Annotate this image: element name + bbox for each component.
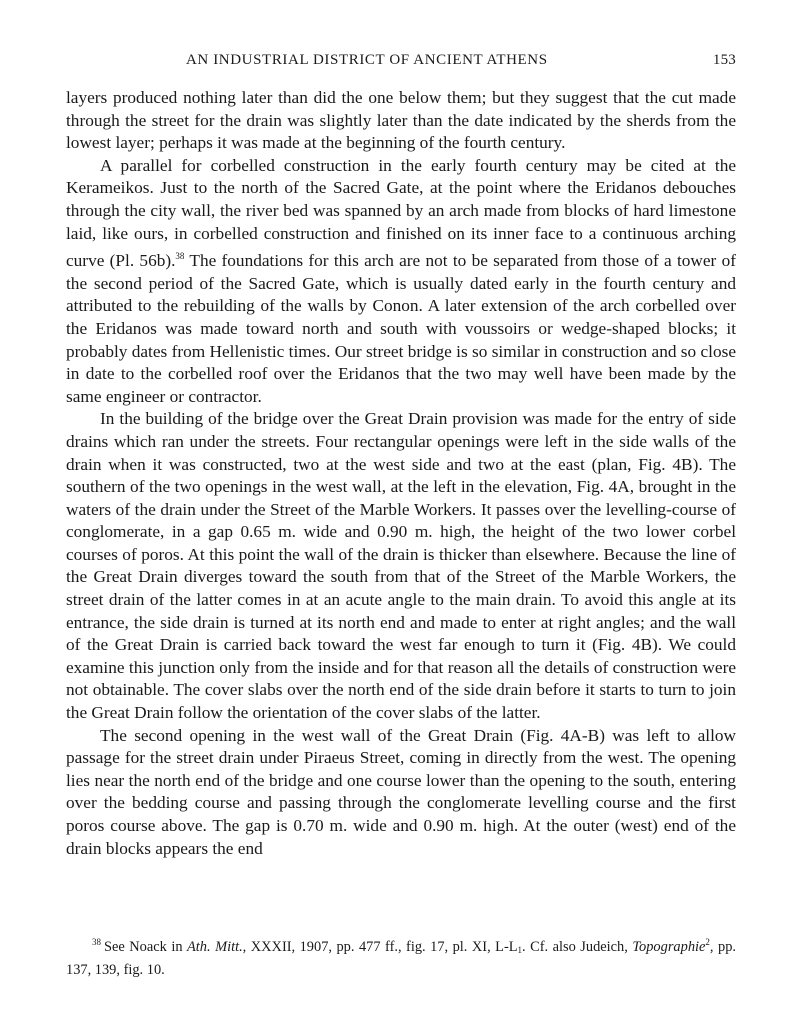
- footnote-text-3: . Cf. also Judeich,: [522, 939, 628, 955]
- footnote-superscript: 2: [705, 937, 710, 947]
- paragraph-kerameikos: [66, 155, 736, 409]
- footnote-reference: 38: [175, 251, 185, 262]
- paragraph-kerameikos-part-1: A parallel for corbelled construction in the early fourth century may be cited at the Kerameikos. Just to the north of the Sacred Gate, at the point where the Eridanos debouches through the city wall, the river bed was spanned by an arch made from blocks of hard limestone laid, like ours, in corbelled construction and finished on its inner face to a continuous arching curve (Pl. 56b).: [66, 155, 736, 271]
- body-text: [66, 87, 736, 860]
- footnote-journal: Ath. Mitt.: [187, 939, 243, 955]
- paragraph-continuation: layers produced nothing later than did the one below them; but they suggest that the cut made through the street for the drain was slightly later than the date indicated by the sherds from the lowest layer; perhaps it was made at the beginning of the fourth century.: [66, 88, 736, 153]
- running-title: AN INDUSTRIAL DISTRICT OF ANCIENT ATHENS: [186, 52, 548, 68]
- paragraph-second-opening: The second opening in the west wall of the Great Drain (Fig. 4A-B) was left to allow passage for the street drain under Piraeus Street, coming in directly from the west. The opening lies near the north end of the bridge and one course lower than the opening to the south, entering over the bedding course and passing through the conglomerate levelling course and the first poros course above. The gap is 0.70 m. wide and 0.90 m. high. At the outer (west) end of the drain blocks appears the end: [66, 725, 736, 858]
- paragraph-kerameikos-part-2: The foundations for this arch are not to be separated from those of a tower of the second period of the Sacred Gate, which is usually dated early in the fourth century and attributed to the rebuilding of the walls by Conon. A later extension of the arch corbelled over the Eridanos was made toward north and south with voussoirs or wedge-shaped blocks; it probably dates from Hellenistic times. Our street bridge is so similar in construction and so close in date to the corbelled roof over the Eridanos that the two may well have been made by the same engineer or contractor.: [66, 251, 736, 406]
- footnote-book: Topographie: [632, 939, 706, 955]
- footnote-text-2: , XXXII, 1907, pp. 477 ff., fig. 17, pl. XI, L-L: [242, 939, 518, 955]
- page-number: 153: [712, 52, 736, 68]
- running-head: [66, 52, 736, 74]
- footnote: [66, 933, 736, 980]
- footnote-text-4: , pp. 137, 139, fig. 10.: [66, 939, 736, 978]
- footnote-marker: 38: [92, 937, 101, 947]
- footnote-text-1: See Noack in: [104, 939, 183, 955]
- footnote-subscript: 1: [517, 945, 523, 955]
- paragraph-side-drains: In the building of the bridge over the Great Drain provision was made for the entry of side drains which ran under the streets. Four rectangular openings were left in the side walls of the drain when it was constructed, two at the west side and two at the east (plan, Fig. 4B). The southern of the two openings in the west wall, at the left in the elevation, Fig. 4A, brought in the waters of the drain under the Street of the Marble Workers. It passes over the levelling-course of conglomerate, in a gap 0.65 m. wide and 0.90 m. high, the height of the two lower corbel courses of poros. At this point the wall of the drain is thicker than elsewhere. Because the line of the Great Drain diverges toward the south from that of the Street of the Marble Workers, the street drain of the latter comes in at an acute angle to the main drain. To avoid this angle at its entrance, the side drain is turned at its north end and made to enter at right angles; and the wall of the Great Drain is carried back toward the west far enough to turn it (Fig. 4B). We could examine this junction only from the inside and for that reason all the details of construction were not obtainable. The cover slabs over the north end of the side drain before it starts to turn to join the Great Drain follow the orientation of the cover slabs of the latter.: [66, 409, 736, 723]
